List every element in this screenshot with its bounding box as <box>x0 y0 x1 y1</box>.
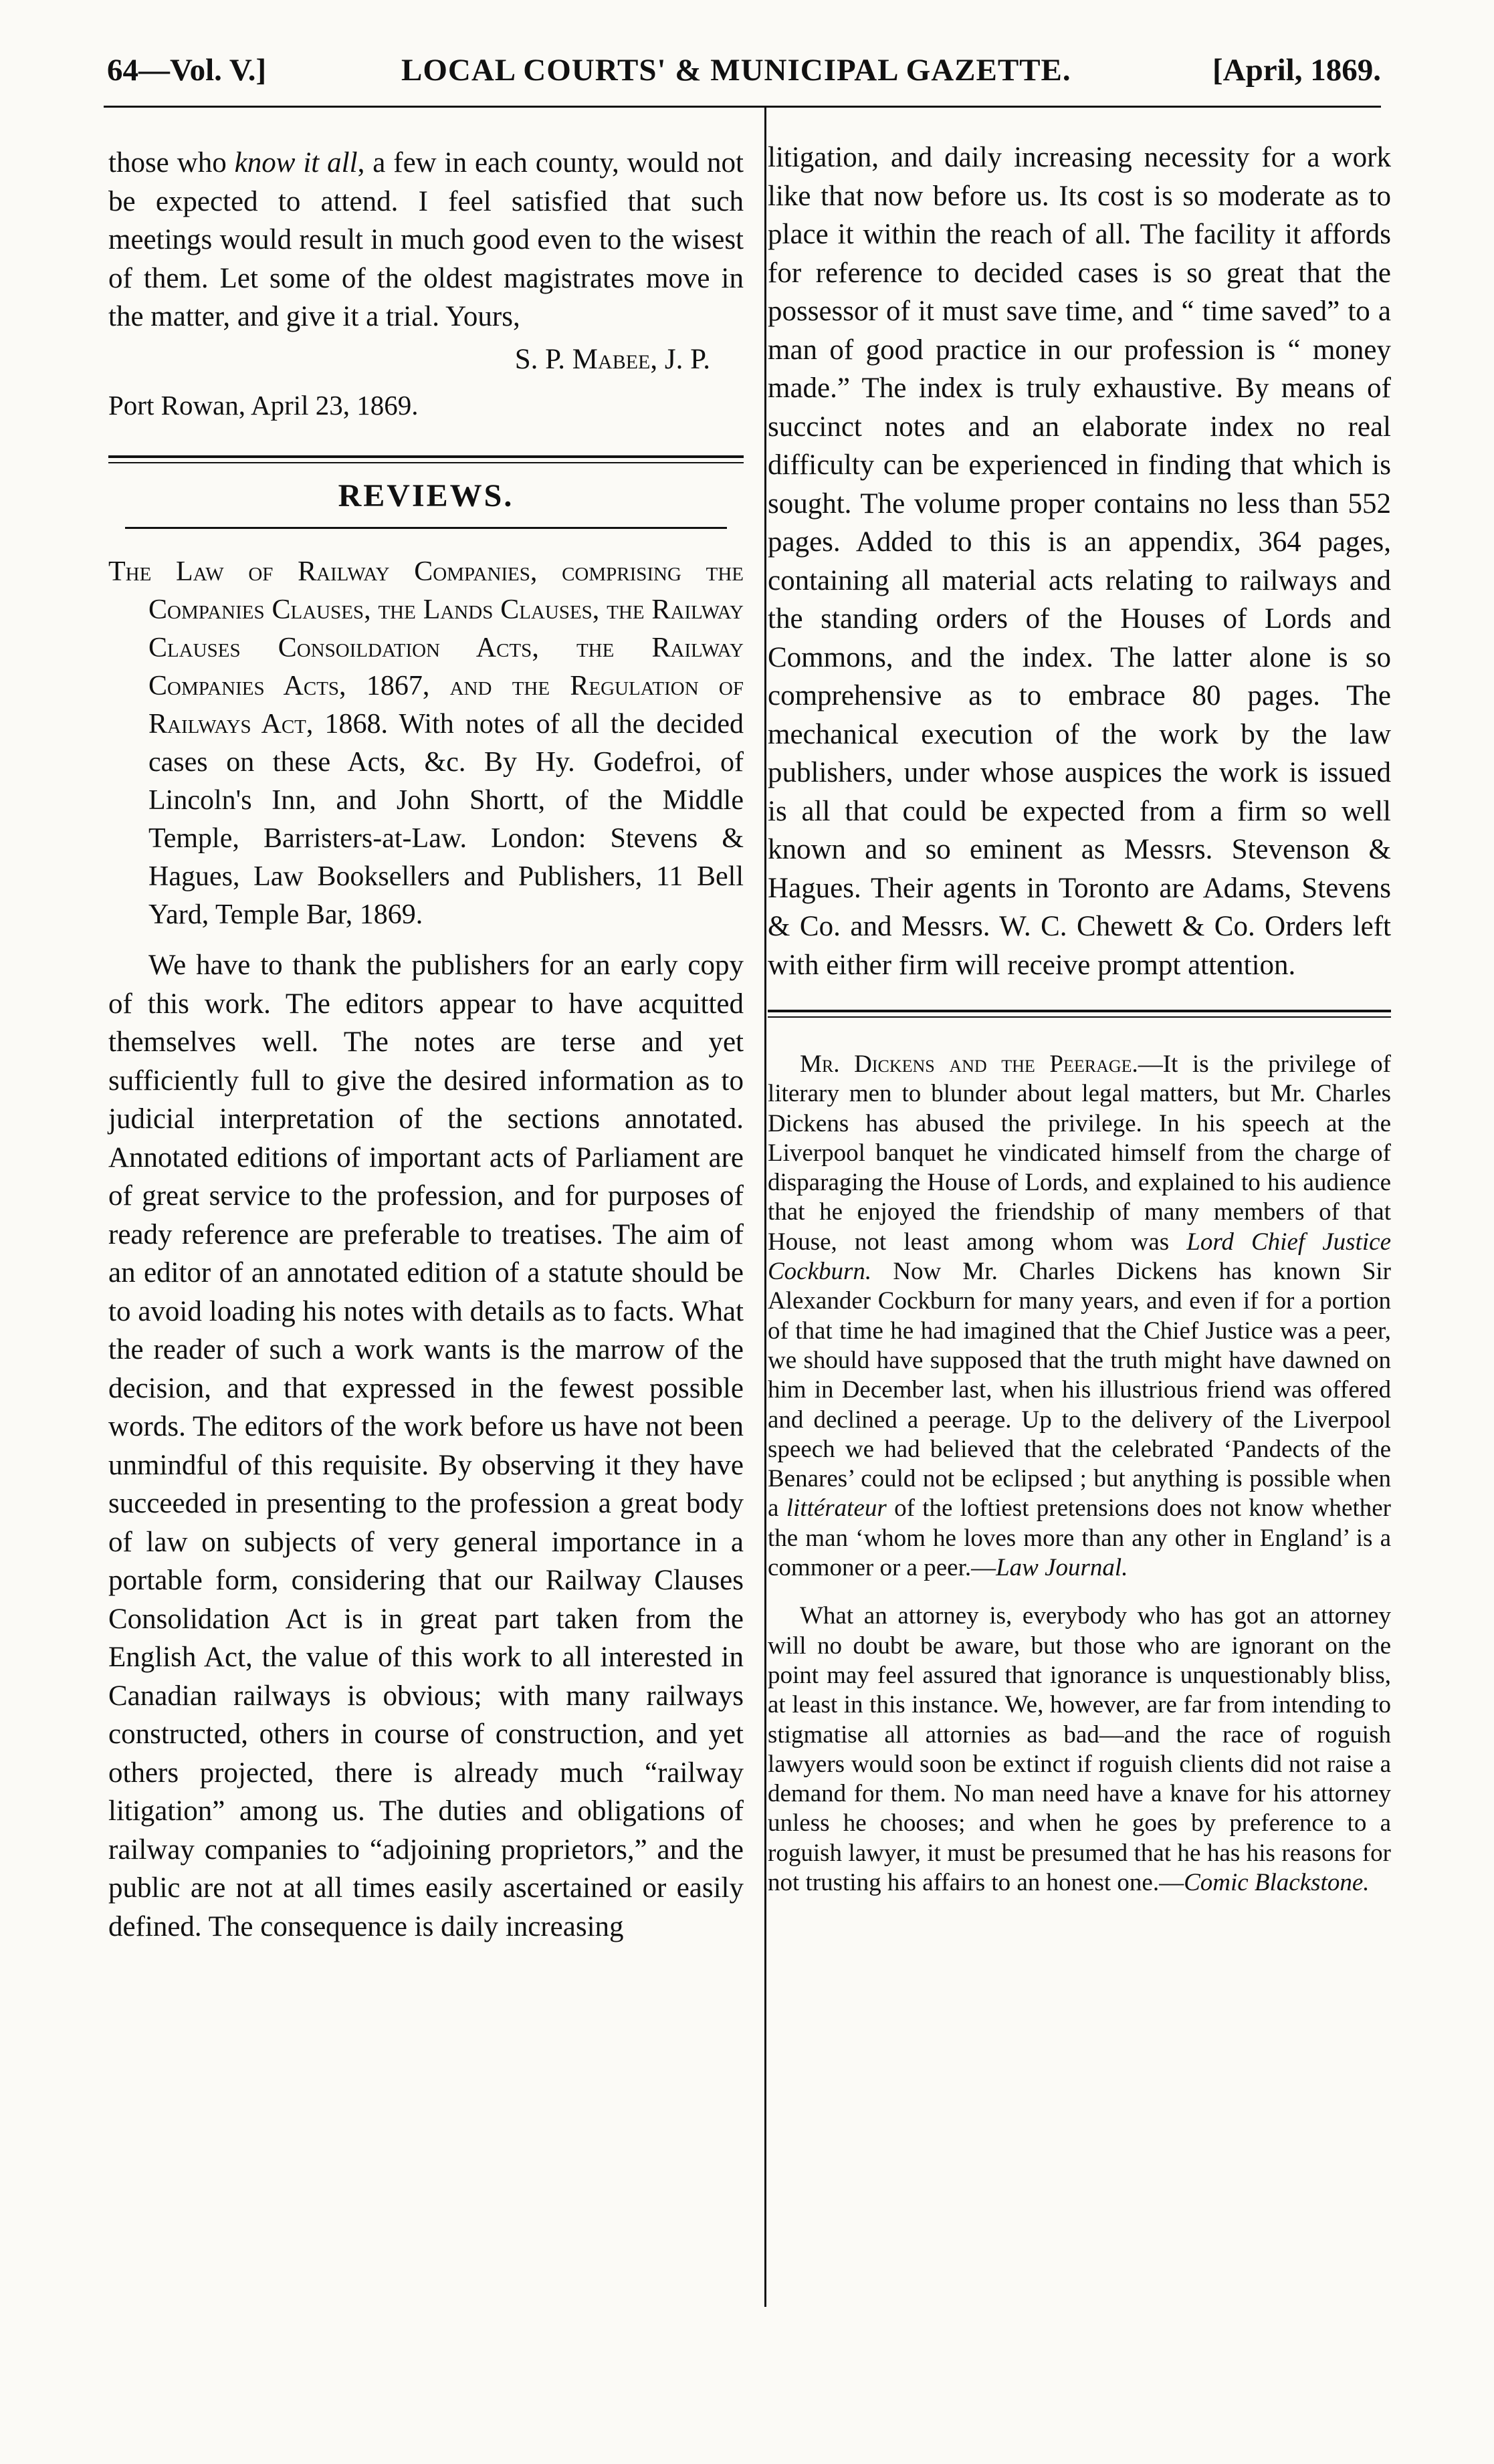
attorney-item: What an attorney is, everybody who has got an attorney will no doubt be aware, but those who are ignorant on the point may feel assured that ignorance is unquestionably bliss, at least in this instance. We, however, are far from intending to stigmatise all attornies as bad—and the race of roguish lawyers would soon be extinct if roguish clients did not raise a demand for them. No man need have a knave for his attorney unless he chooses; and when he goes by preference to a roguish lawyer, it must be presumed that he has his reasons for not trusting his affairs to an honest one.—Comic Blackstone. <box>768 1602 1391 1897</box>
volume-page-number: 64—Vol. V.] <box>107 53 267 88</box>
header-rule <box>104 106 1381 108</box>
letter-dateline: Port Rowan, April 23, 1869. <box>108 390 419 421</box>
review-body-paragraph: We have to thank the publishers for an early copy of this work. The editors appear to have acquitted themselves well. The notes are terse and yet sufficiently full to give the desired information as to judicial interpretation of the sections annotated. Annotated editions of important acts of Parliament are of great service to the profession, and for purposes of ready reference are preferable to treatises. The aim of an editor of an annotated edition of a statute should be to avoid loading his notes with details as to facts. What the reader of such a work wants is the marrow of the decision, and that expressed in the fewest possible words. The editors of the work before us have not been unmindful of this requisite. By observing it they have succeeded in presenting to the profession a great body of law on subjects of very general importance in a portable form, considering that our Railway Clauses Consolidation Act is in great part taken from the English Act, the value of this work to all interested in Canadian railways is obvious; with many railways constructed, others in course of construction, and yet others projected, there is already much “railway litigation” among us. The duties and obligations of railway companies to “adjoining proprietors,” and the public are not at all times easily ascertained or easily defined. The consequence is daily increasing <box>108 949 744 1942</box>
item-heading: Mr. Dickens and the Peerage. <box>800 1050 1138 1078</box>
item-source: Law Journal. <box>996 1554 1128 1582</box>
dickens-peerage-item: Mr. Dickens and the Peerage.—It is the privilege of literary men to blunder about legal matters, but Mr. Charles Dickens has abused the privilege. In his speech at the Liverpool banquet he vindicated himself from the charge of disparaging the House of Lords, and explained to his audience that he enjoyed the friendship of many members of that House, not least among whom was Lord Chief Justice Cockburn. Now Mr. Charles Dickens has known Sir Alexander Cockburn for many years, and even if for a portion of that time he had imagined that the Chief Justice was a peer, we should have supposed that the truth might have dawned on him in December last, when his illustrious friend was offered and declined a peerage. Up to the delivery of the Liverpool speech we had believed that the celebrated ‘Pandects of the Benares’ could not be eclipsed ; but anything is possible when a littérateur of the loftiest pretensions does not know whether the man ‘whom he loves more than any other in England’ is a commoner or a peer.—Law Journal. <box>768 1050 1391 1582</box>
section-title-reviews: REVIEWS. <box>338 477 514 514</box>
item-source: Comic Blackstone. <box>1184 1869 1370 1897</box>
left-column <box>108 144 744 1946</box>
review-book-title: The Law of Railway Companies, comprising the Companies Clauses, the Lands Clauses, the Railway Clauses Consoildation Acts, the Railway Companies Acts, 1867, and the Regulation of Railways Act, 1868. With notes of all the decided cases on these Acts, &c. By Hy. Godefroi, of Lincoln's Inn, and John Shortt, of the Middle Temple, Barristers-at-Law. London: Stevens & Hagues, Law Booksellers and Publishers, 11 Bell Yard, Temple Bar, 1869. <box>108 556 744 930</box>
letter-closing-paragraph: those who know it all, a few in each county, would not be expected to attend. I feel satisfied that such meetings would result in much good even to the wisest of them. Let some of the oldest magistrates move in the matter, and give it a trial. Yours, <box>108 147 744 332</box>
column-divider <box>764 107 766 2307</box>
section-title-rule <box>125 527 727 529</box>
right-column <box>768 138 1391 1898</box>
section-double-rule-2 <box>768 1010 1391 1018</box>
news-items <box>768 1050 1391 1898</box>
issue-date: [April, 1869. <box>1212 53 1381 88</box>
publication-title: LOCAL COURTS' & MUNICIPAL GAZETTE. <box>401 53 1071 88</box>
section-double-rule <box>108 455 744 463</box>
letter-signature: S. P. Mabee, J. P. <box>514 343 710 375</box>
running-header <box>107 52 1381 99</box>
review-continued-paragraph: litigation, and daily increasing necessity for a work like that now before us. Its cost is so moderate as to place it within the reach of all. The facility it affords for reference to decided cases is so great that the possessor of it must save time, and “ time saved” to a man of good practice in our profession is “ money made.” The index is truly exhaustive. By means of succinct notes and an elaborate index no real difficulty can be experienced in finding that which is sought. The volume proper contains no less than 552 pages. Added to this is an appendix, 364 pages, containing all material acts relating to railways and the standing orders of the Houses of Lords and Commons, and the index. The latter alone is so comprehensive as to embrace 80 pages. The mechanical execution of the work by the law publishers, under whose auspices the work is issued is all that could be expected from a firm so well known and so eminent as Messrs. Stevenson & Hagues. Their agents in Toronto are Adams, Stevens & Co. and Messrs. W. C. Chewett & Co. Orders left with either firm will receive prompt attention. <box>768 142 1391 981</box>
